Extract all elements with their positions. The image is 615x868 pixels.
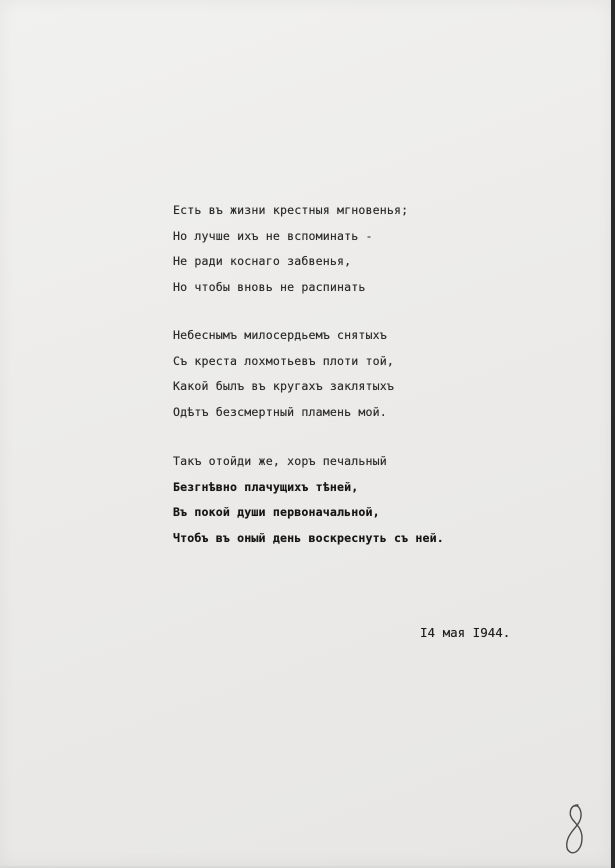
poem-line: Одѣтъ безсмертный пламень мой. [173,404,387,419]
poem-stanza-1 [173,198,408,300]
poem-line: Небеснымъ милосердьемъ снятыхъ [173,328,387,342]
poem-line: Безгнѣвно плачущихъ тѣней, [173,479,359,494]
poem-stanza-3 [173,449,444,551]
poem-line: Но лучше ихъ не вспоминать - [173,228,373,243]
poem-line: Такъ отойди же, хоръ печальный [173,454,387,468]
poem-line: Но чтобы вновь не распинать [173,279,366,294]
poem-line: Съ креста лохмотьевъ плоти той, [173,353,395,368]
poem-line: Есть въ жизни крестныя мгновенья; [173,203,409,217]
poem-line: Въ покой души первоначальной, [173,505,380,519]
poem-stanza-2 [173,323,394,425]
poem-line: Чтобъ въ оный день воскреснуть съ ней. [173,530,444,545]
scan-edge [611,0,615,868]
poem-line: Какой былъ въ кругахъ заклятыхъ [173,379,395,393]
poem-date: I4 мая I944. [420,625,511,640]
poem-line: Не ради коснаго забвенья, [173,254,352,268]
handwritten-page-number [560,802,590,858]
